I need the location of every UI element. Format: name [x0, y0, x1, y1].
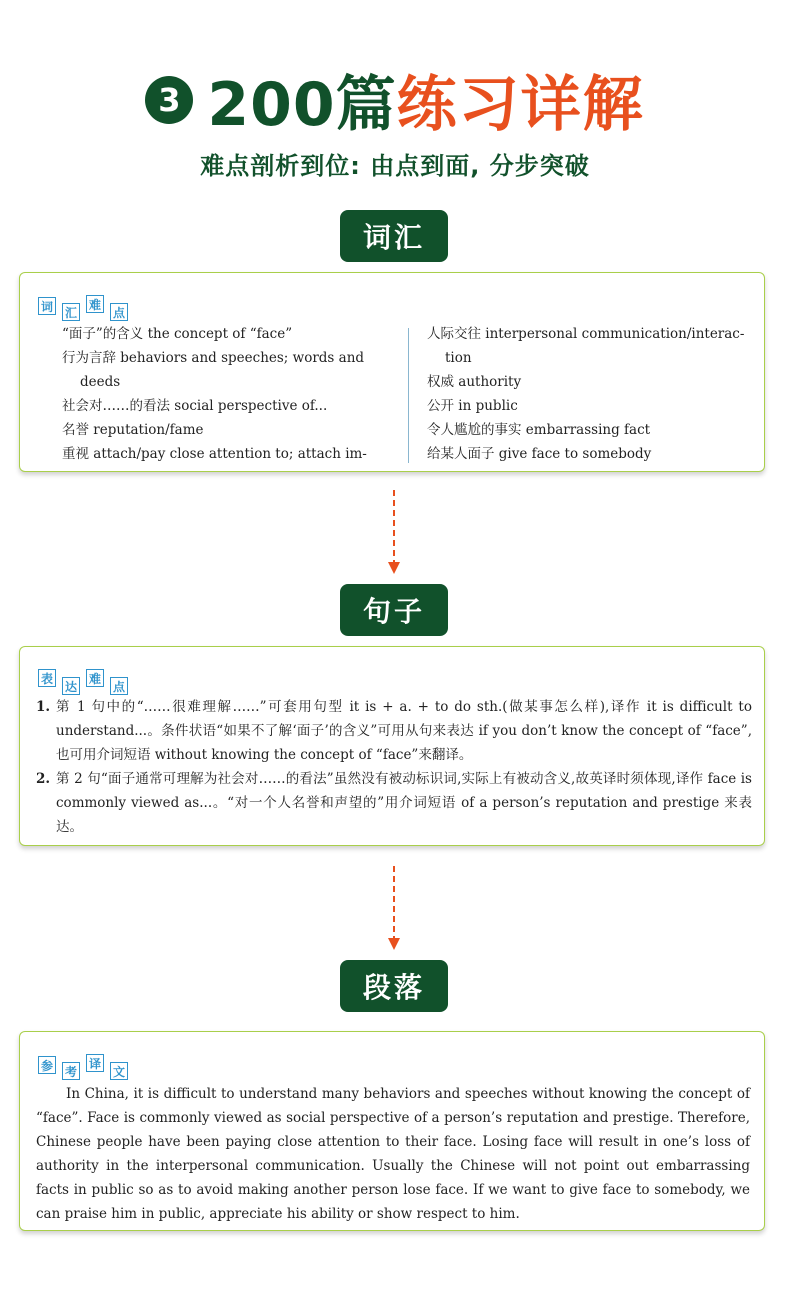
- tag-char: 汇: [62, 303, 80, 321]
- vocab-item: 令人尴尬的事实 embarrassing fact: [427, 422, 651, 438]
- tag-char: 文: [110, 1062, 128, 1080]
- vocab-item: 权威 authority: [427, 374, 522, 390]
- down-arrow-icon: [386, 866, 402, 952]
- vocab-item: 给某人面子 give face to somebody: [427, 446, 652, 462]
- section-label-sentence: 句子: [340, 584, 448, 636]
- tag-char: 考: [62, 1062, 80, 1080]
- vocab-left-column: [62, 322, 390, 466]
- note-number: 1.: [36, 699, 51, 715]
- column-divider: [408, 328, 409, 463]
- vocab-right-column: [427, 322, 757, 466]
- reference-translation: In China, it is difficult to understand many behaviors and speeches without knowing the concept of “face”. Face is commonly viewed as social perspective of a person’s reputation and prestige. Therefore, Chinese people have been paying close attention to their face. Losing face will result in one’s loss of authority in the interpersonal communication. Usually the Chinese will not point out embarrassing facts in public so as to avoid making another person lose face. If we want to give face to somebody, we can praise him in public, appreciate his ability or show respect to him.: [36, 1086, 750, 1222]
- vocab-item: 公开 in public: [427, 398, 518, 414]
- title-main: 200篇: [207, 70, 397, 140]
- note-item: [36, 695, 752, 767]
- page-title: [0, 60, 790, 140]
- sentence-card: [19, 646, 765, 846]
- vocab-item: 人际交往 interpersonal communication/interac-: [427, 326, 745, 342]
- paragraph-tag: [38, 1042, 138, 1079]
- page-subtitle: 难点剖析到位: 由点到面, 分步突破: [200, 152, 590, 180]
- tag-char: 参: [38, 1056, 56, 1074]
- tag-char: 表: [38, 669, 56, 687]
- vocab-card: [19, 272, 765, 472]
- section-number-badge: 3: [145, 76, 193, 124]
- tag-char: 点: [110, 303, 128, 321]
- vocab-item: “面子”的含义 the concept of “face”: [62, 326, 293, 342]
- note-text: 第 2 句“面子通常可理解为社会对……的看法”虽然没有被动标识词,实际上有被动含义,故英译时须体现,译作 face is commonly viewed as...。“对一个人名誉和声望的”用介词短语 of a person’s reputation and prestige 来表达。: [56, 771, 752, 835]
- vocab-item: 重视 attach/pay close attention to; attach im-: [62, 446, 367, 462]
- vocab-item-continued: deeds: [80, 374, 121, 390]
- title-accent: 练习详解: [396, 70, 645, 140]
- tag-char: 难: [86, 295, 104, 313]
- tag-char: 译: [86, 1054, 104, 1072]
- vocab-tag: [38, 283, 138, 320]
- note-text: 第 1 句中的“……很难理解……”可套用句型 it is + a. + to do sth.(做某事怎么样),译作 it is difficult to understand...。条件状语“如果不了解‘面子’的含义”可用从句来表达 if you don’t know the concept of “face”,也可用介词短语 without knowing the concept of “face”来翻译。: [56, 699, 752, 763]
- section-label-paragraph: 段落: [340, 960, 448, 1012]
- note-number: 2.: [36, 771, 51, 787]
- note-item: [36, 767, 752, 839]
- vocab-item: 名誉 reputation/fame: [62, 422, 204, 438]
- tag-char: 达: [62, 677, 80, 695]
- sentence-notes: [36, 695, 752, 839]
- paragraph-card: [19, 1031, 765, 1231]
- down-arrow-icon: [386, 490, 402, 576]
- tag-char: 点: [110, 677, 128, 695]
- tag-char: 词: [38, 297, 56, 315]
- vocab-item: 社会对……的看法 social perspective of...: [62, 398, 328, 414]
- section-label-vocab: 词汇: [340, 210, 448, 262]
- sentence-tag: [38, 657, 138, 694]
- vocab-item-continued: tion: [445, 350, 472, 366]
- tag-char: 难: [86, 669, 104, 687]
- vocab-item: 行为言辞 behaviors and speeches; words and: [62, 350, 365, 366]
